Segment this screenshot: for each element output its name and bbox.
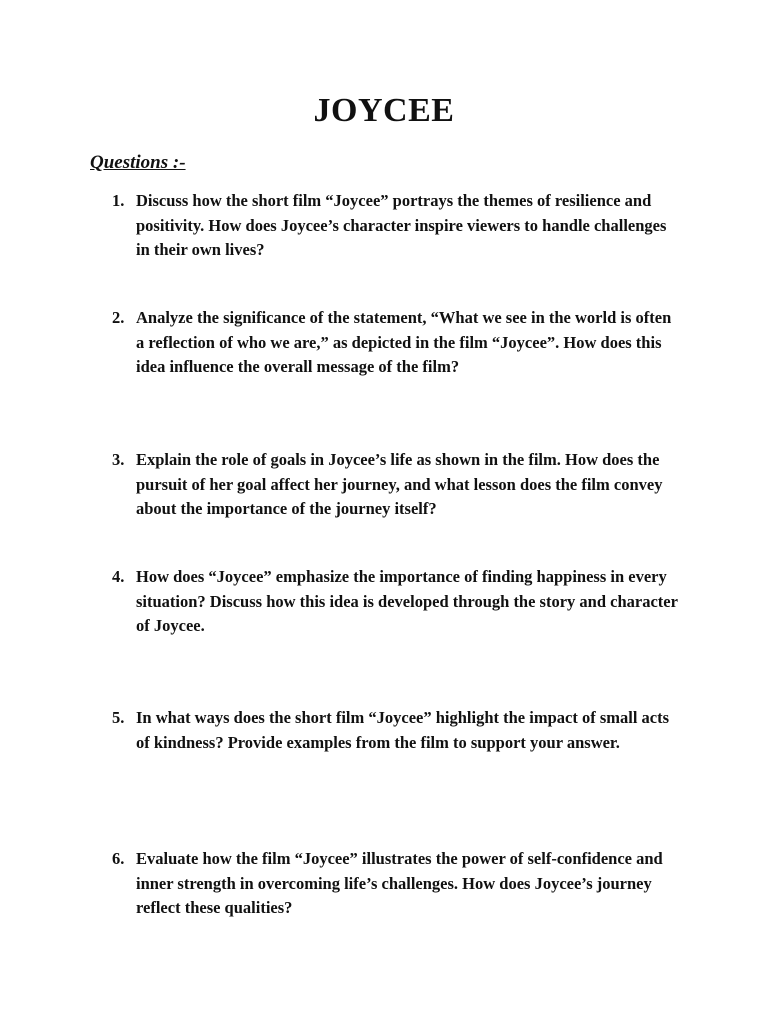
question-text: Analyze the significance of the statement, “What we see in the world is often a reflection of who we are,” as depicted in the film “Joycee”. How does this idea influence the overall message of the film?	[136, 308, 672, 376]
question-number: 1.	[112, 191, 125, 210]
question-text: How does “Joycee” emphasize the importance of finding happiness in every situation? Discuss how this idea is developed through the story and character of Joycee.	[136, 567, 678, 635]
question-number: 3.	[112, 450, 125, 469]
question-item-2	[112, 306, 682, 380]
question-item-6	[112, 847, 682, 921]
question-item-3	[112, 448, 682, 522]
question-number: 6.	[112, 849, 125, 868]
question-text: In what ways does the short film “Joycee” highlight the impact of small acts of kindness? Provide examples from the film to support your answer.	[136, 708, 670, 752]
question-text: Explain the role of goals in Joycee’s life as shown in the film. How does the pursuit of her goal affect her journey, and what lesson does the film convey about the importance of the journey itself?	[136, 450, 663, 518]
section-heading: Questions :-	[90, 152, 186, 173]
question-text: Discuss how the short film “Joycee” portrays the themes of resilience and positivity. How does Joycee’s character inspire viewers to handle challenges in their own lives?	[136, 191, 667, 259]
question-item-4	[112, 565, 682, 639]
question-item-1	[112, 189, 682, 263]
page-title: JOYCEE	[313, 92, 455, 129]
question-item-5	[112, 706, 682, 755]
question-number: 2.	[112, 308, 125, 327]
question-text: Evaluate how the film “Joycee” illustrates the power of self-confidence and inner strength in overcoming life’s challenges. How does Joycee’s journey reflect these qualities?	[136, 849, 663, 917]
question-number: 5.	[112, 708, 125, 727]
question-number: 4.	[112, 567, 125, 586]
